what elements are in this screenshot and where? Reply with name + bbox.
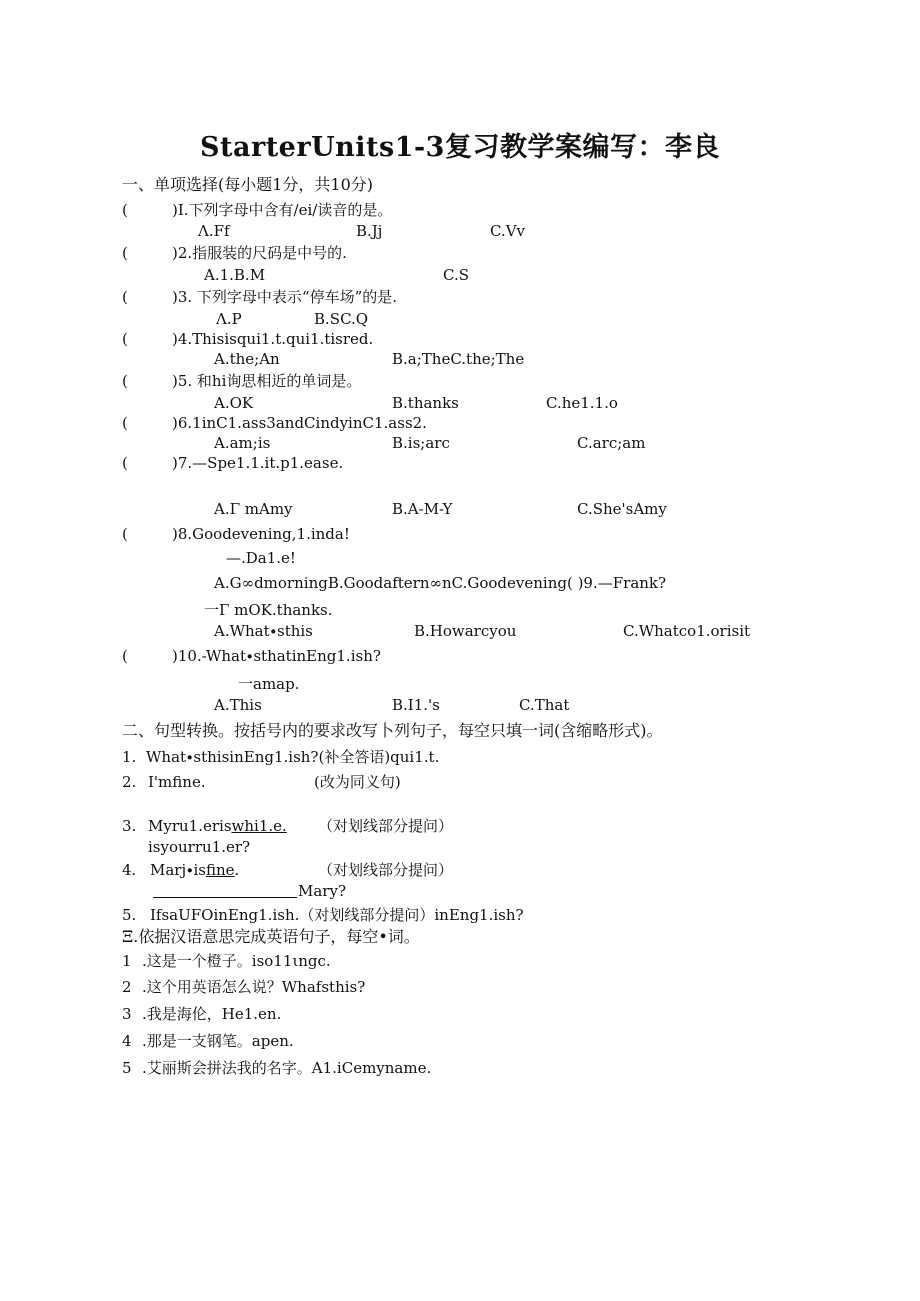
- q8-stem: )8.Goodevening,1.inda!: [172, 525, 350, 543]
- q7-option-c: C.She'sAmy: [577, 500, 667, 518]
- q10-option-b: B.I1.'s: [392, 696, 440, 714]
- section1-heading: 一、单项选择(每小题1分，共10分): [122, 175, 374, 194]
- q9-option-b: B.Howarcyou: [414, 622, 517, 640]
- s2-item4-line2: Mary?: [298, 882, 346, 900]
- q6-option-a: A.am;is: [214, 434, 271, 452]
- q3-option-b: B.SC.Q: [314, 310, 369, 328]
- q10-reply: 一amap.: [238, 675, 300, 693]
- page-title: StarterUnits1-3复习教学案编写：李良: [200, 132, 720, 163]
- s2-item4-pre: Marj∙is: [150, 861, 206, 879]
- q2-option-a: A.1.B.M: [204, 266, 266, 284]
- q5-stem: )5. 和hi询思相近的单词是。: [172, 372, 362, 390]
- s2-item4-underlined: fine: [205, 861, 235, 879]
- s3-item5-text: .艾丽斯会拼法我的名字。A1.iCemyname.: [142, 1059, 432, 1077]
- q2-stem: )2.指服装的尺码是中号的.: [172, 244, 347, 262]
- s3-item4-number: 4: [122, 1032, 132, 1050]
- q5-option-b: B.thanks: [392, 394, 459, 412]
- q6-option-b: B.is;arc: [392, 434, 450, 452]
- s2-item2-note: (改为同义句): [314, 773, 401, 791]
- s2-item3-note: （对划线部分提问）: [318, 817, 454, 835]
- s3-item1-number: 1: [122, 952, 132, 970]
- q7-option-a: A.Γ mAmy: [214, 500, 293, 518]
- q5-paren: (: [122, 372, 128, 390]
- s2-item3-sentence: [148, 817, 287, 835]
- q10-paren: (: [122, 647, 128, 665]
- section2-heading: 二、句型转换。按括号内的要求改写卜列句子，每空只填一词(含缩略形式)。: [122, 721, 663, 740]
- q10-stem: )10.-What∙sthatinEng1.ish?: [172, 647, 381, 665]
- s2-item3-pre: Myru1.eris: [148, 817, 232, 835]
- q5-option-c: C.he1.1.o: [546, 394, 618, 412]
- q2-paren: (: [122, 244, 128, 262]
- s2-item1-number: 1.: [122, 748, 137, 766]
- s2-item4-answer-blank[interactable]: [153, 897, 297, 898]
- q1-stem: )I.下列字母中含有/ei/读音的是。: [172, 201, 393, 219]
- s3-item3-text: .我是海伦，He1.en.: [142, 1005, 282, 1023]
- q8-paren: (: [122, 525, 128, 543]
- q8-options-q9-stem: A.G∞dmorningB.Goodaftern∞nC.Goodevening( )9.—Frank?: [214, 574, 667, 592]
- q1-option-c: C.Vv: [490, 222, 526, 240]
- s3-item2-text: .这个用英语怎么说？Whafsthis?: [142, 978, 366, 996]
- q6-stem: )6.1inC1.ass3andCindyinC1.ass2.: [172, 414, 427, 432]
- q9-option-c: C.Whatco1.orisit: [623, 622, 751, 640]
- q3-stem: )3. 下列字母中表示“停车场”的是.: [172, 288, 398, 306]
- s2-item4-number: 4.: [122, 861, 137, 879]
- q1-option-a: Λ.Ff: [198, 222, 230, 240]
- s3-item2-number: 2: [122, 978, 132, 996]
- q5-option-a: A.OK: [214, 394, 254, 412]
- s2-item3-number: 3.: [122, 817, 137, 835]
- s2-item3-underlined: whi1.e.: [231, 817, 287, 835]
- s3-item1-text: .这是一个橙子。iso11ιngc.: [142, 952, 331, 970]
- q4-option-b: B.a;TheC.the;The: [392, 350, 525, 368]
- s3-item3-number: 3: [122, 1005, 132, 1023]
- q10-option-a: A.This: [214, 696, 262, 714]
- q6-paren: (: [122, 414, 128, 432]
- q4-option-a: A.the;An: [214, 350, 280, 368]
- q2-option-c: C.S: [443, 266, 469, 284]
- s2-item3-line2: isyourru1.er?: [148, 838, 251, 856]
- s2-item1-text: What∙sthisinEng1.ish?(补全答语)qui1.t.: [146, 748, 440, 766]
- q8-reply: —.Da1.e!: [226, 549, 296, 567]
- s3-item5-number: 5: [122, 1059, 132, 1077]
- s3-item4-text: .那是一支钢笔。apen.: [142, 1032, 294, 1050]
- q7-option-b: B.A-M-Y: [392, 500, 453, 518]
- q1-paren: (: [122, 201, 128, 219]
- q9-option-a: A.What∙sthis: [214, 622, 313, 640]
- q7-paren: (: [122, 454, 128, 472]
- s2-item4-sentence: [150, 861, 239, 879]
- q9-reply: 一Γ mOK.thanks.: [204, 601, 333, 619]
- s2-item2-number: 2.: [122, 773, 137, 791]
- q4-stem: )4.Thisisqui1.t.qui1.tisred.: [172, 330, 374, 348]
- section3-heading: Ξ.依据汉语意思完成英语句子，每空•词。: [122, 927, 420, 946]
- s2-item4-post: .: [234, 861, 240, 879]
- q4-paren: (: [122, 330, 128, 348]
- q3-option-a: Λ.P: [216, 310, 242, 328]
- q7-stem: )7.—Spe1.1.it.p1.ease.: [172, 454, 344, 472]
- q10-option-c: C.That: [519, 696, 570, 714]
- s2-item5-number: 5.: [122, 906, 137, 924]
- q3-paren: (: [122, 288, 128, 306]
- q6-option-c: C.arc;am: [577, 434, 646, 452]
- q1-option-b: B.Jj: [356, 222, 383, 240]
- s2-item2-text: I'mfine.: [148, 773, 206, 791]
- s2-item4-note: （对划线部分提问）: [318, 861, 454, 879]
- s2-item5-text: IfsaUFOinEng1.ish.（对划线部分提问）inEng1.ish?: [150, 906, 524, 924]
